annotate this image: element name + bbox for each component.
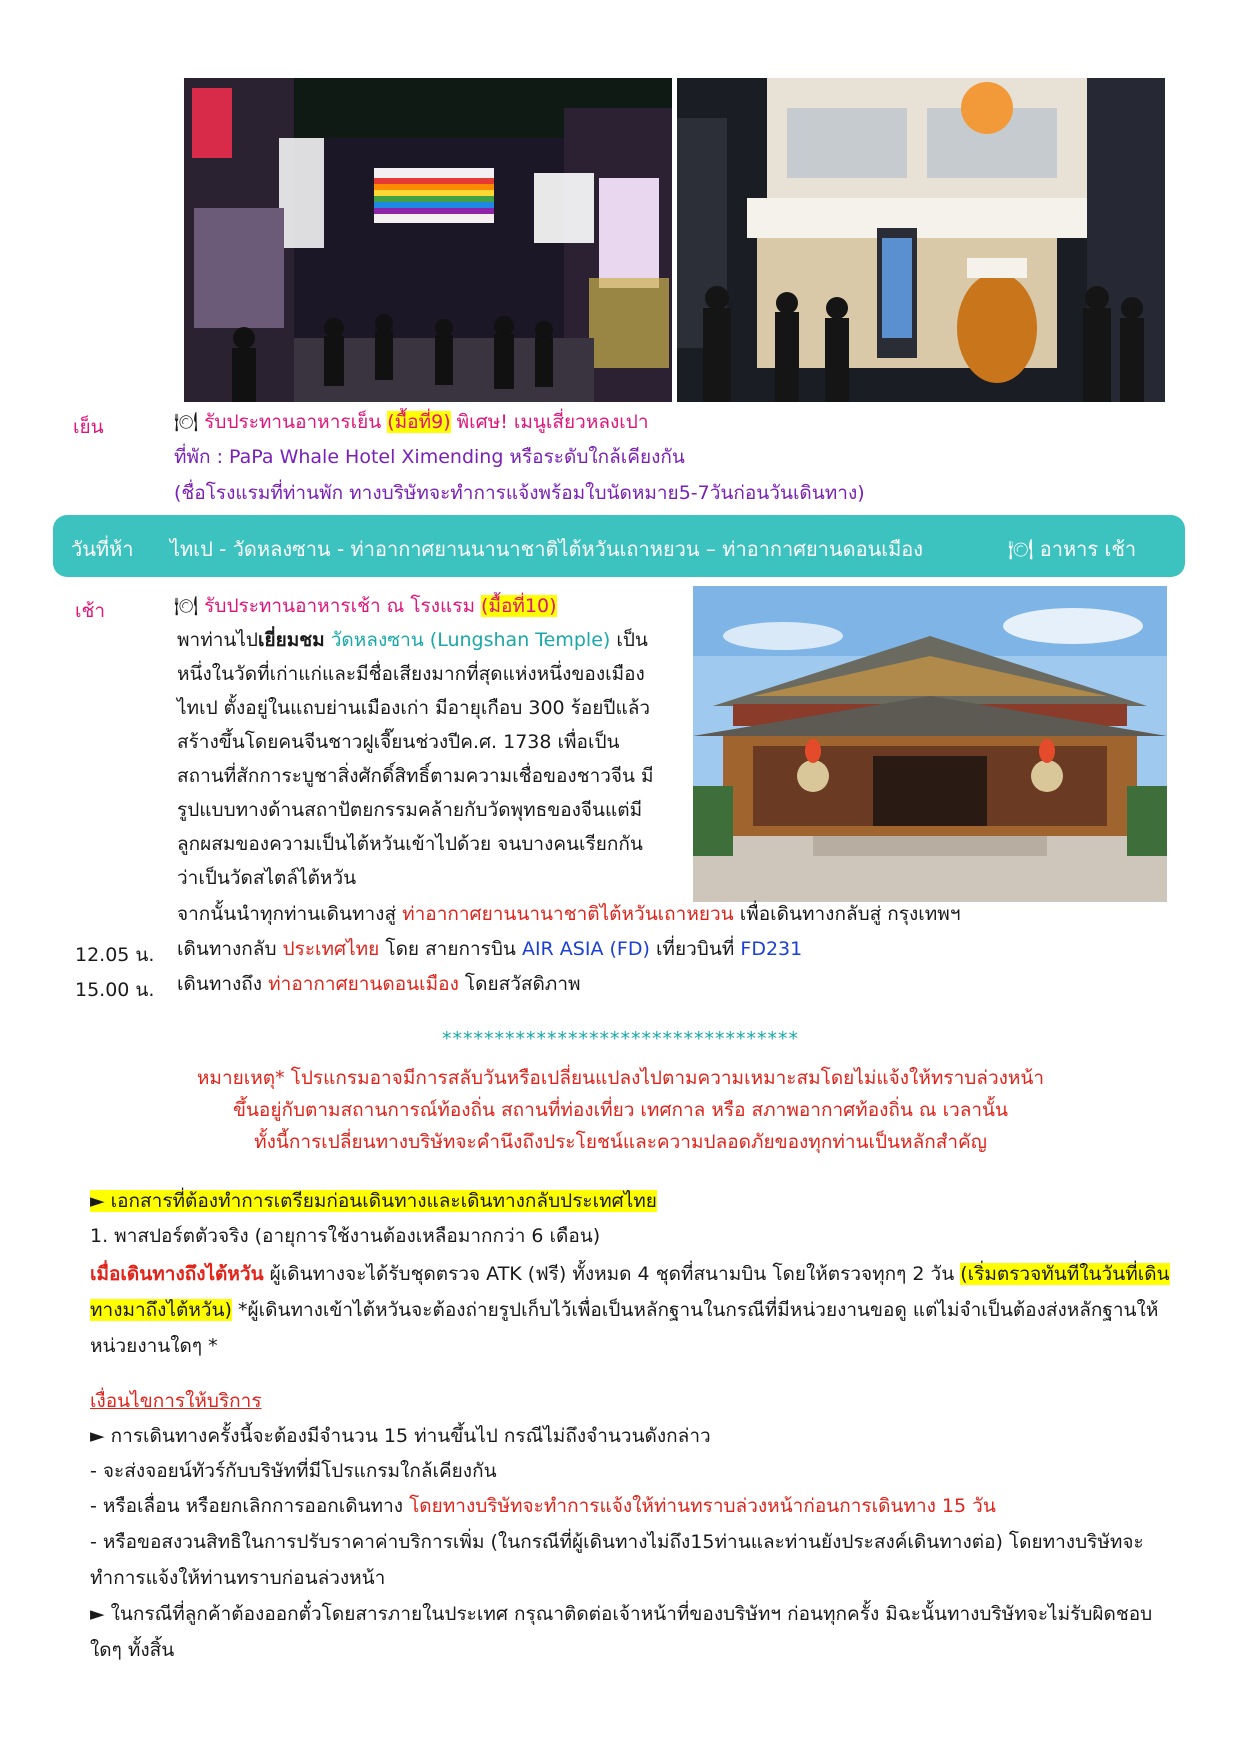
arrival-tail: *ผู้เดินทางเข้าไต้หวันจะต้องถ่ายรูปเก็บไว้เพื่อเป็นหลักฐานในกรณีที่มีหน่วยงานขอดู แต่ไม่จำเป็นต้องส่งหลักฐานให้หน่วยงานใดๆ * [90,1299,1159,1357]
remark-line: หมายเหตุ* โปรแกรมอาจมีการสลับวันหรือเปลี่ยนแปลงไปตามความเหมาะสมโดยไม่แจ้งให้ทราบล่วงหน้า [196,1067,1045,1089]
flight-text: โดยสวัสดิภาพ [464,973,581,995]
remark-line: ขึ้นอยู่กับตามสถานการณ์ท้องถิ่น สถานที่ท่องเที่ยว เทศกาล หรือ สภาพอากาศท้องถิ่น ณ เวลานั้น [232,1099,1009,1121]
flight-text: เที่ยวบินที่ [655,938,735,960]
temple-desc-line: ไทเป ตั้งอยู่ในแถบย่านเมืองเก่า มีอายุเกือบ 300 ร้อยปีแล้ว [177,697,651,719]
temple-desc-line: หนึ่งในวัดที่เก่าแก่และมีชื่อเสียงมากที่สุดแห่งหนึ่งของเมือง [177,663,645,685]
arrival-text: ผู้เดินทางจะได้รับชุดตรวจ ATK (ฟรี) ทั้งหมด 4 ชุดที่สนามบิน โดยให้ตรวจทุกๆ 2 วัน [269,1263,955,1285]
evening-meal-line [174,405,648,439]
airport-name: ท่าอากาศยานนานาชาติไต้หวันเถาหยวน [402,903,734,925]
condition-paragraph: - หรือขอสงวนสิทธิในการปรับราคาค่าบริการเพิ่ม (ในกรณีที่ผู้เดินทางไม่ถึง15ท่านและท่านยังประสงค์เดินทางต่อ) โดยทางบริษัทจะทำการแจ้งให้ท่านทราบก่อนล่วงหน้า [90,1531,1144,1589]
evening-label: เย็น [73,416,104,438]
hotel-note: (ชื่อโรงแรมที่ท่านพัก ทางบริษัทจะทำการแจ้งพร้อมใบนัดหมาย5-7วันก่อนวันเดินทาง) [174,482,865,504]
day-route: ไทเป - วัดหลงซาน - ท่าอากาศยานนานาชาติไต้หวันเถาหยวน – ท่าอากาศยานดอนเมือง [170,537,924,561]
flight-time: 15.00 น. [75,979,155,1001]
dinner-text: รับประทานอาหารเย็น [204,411,382,433]
temple-name: วัดหลงซาน (Lungshan Temple) [330,629,611,651]
temple-desc-line: รูปแบบทางด้านสถาปัตยกรรมคล้ายกับวัดพุทธของจีนแต่มี [177,799,643,821]
flight-time: 12.05 น. [75,944,155,966]
meal-icon: 🍽 [174,411,199,433]
flight-destination: ประเทศไทย [282,938,380,960]
flight-text: โดย สายการบิน [385,938,516,960]
condition-text: - หรือเลื่อน หรือยกเลิกการออกเดินทาง [90,1495,404,1517]
breakfast-text: รับประทานอาหารเช้า ณ โรงแรม [204,595,475,617]
arrival-paragraph [90,1256,1170,1364]
day-five-band [53,515,1185,577]
temple-desc-line: ลูกผสมของความเป็นไต้หวันเข้าไปด้วย จนบางคนเรียกกัน [177,833,643,855]
meal-icon: 🍽 [174,595,199,617]
docs-item-passport: 1. พาสปอร์ตตัวจริง (อายุการใช้งานต้องเหลือมากกว่า 6 เดือน) [90,1225,601,1247]
temple-desc-line: สร้างขึ้นโดยคนจีนชาวฝูเจี๊ยนช่วงปีค.ศ. 1738 เพื่อเป็น [177,731,620,753]
remark-line: ทั้งนี้การเปลี่ยนทางบริษัทจะคำนึงถึงประโยชน์และความปลอดภัยของทุกท่านเป็นหลักสำคัญ [254,1131,987,1153]
hotel-line: ที่พัก : PaPa Whale Hotel Ximending หรือระดับใกล้เคียงกัน [174,446,685,468]
bubble-tea-shop-photo [677,78,1165,402]
visit-prefix: พาท่านไป [177,629,258,651]
arrival-airport: ท่าอากาศยานดอนเมือง [268,973,459,995]
flight-row [177,932,802,966]
temple-desc-line: ว่าเป็นวัดสไตล์ไต้หวัน [177,867,357,889]
condition-line: - จะส่งจอยน์ทัวร์กับบริษัทที่มีโปรแกรมใกล้เคียงกัน [90,1460,497,1482]
temple-desc-line: สถานที่สักการะบูชาสิ่งศักดิ์สิทธิ์ตามความเชื่อของชาวจีน มี [177,765,654,787]
airport-line [177,897,960,931]
condition-paragraph: ► ในกรณีที่ลูกค้าต้องออกตั๋วโดยสารภายในประเทศ กรุณาติดต่อเจ้าหน้าที่ของบริษัทฯ ก่อนทุกครั้ง มิฉะนั้นทางบริษัทจะไม่รับผิดชอบใดๆ ทั้งสิ้น [90,1603,1153,1661]
breakfast-line [174,589,557,623]
ximending-street-photo [184,78,672,402]
flight-row [177,967,581,1001]
flight-number: FD231 [740,938,803,960]
docs-heading [90,1184,657,1218]
airline-name: AIR ASIA (FD) [521,938,650,960]
dinner-tag: (มื้อที่9) [387,411,451,433]
condition-line: ► การเดินทางครั้งนี้จะต้องมีจำนวน 15 ท่านขึ้นไป กรณีไม่ถึงจำนวนดังกล่าว [90,1425,711,1447]
visit-bold: เยี่ยมชม [258,629,325,651]
conditions-heading: เงื่อนไขการให้บริการ [90,1390,262,1412]
flight-text: เดินทางกลับ [177,938,277,960]
breakfast-tag: (มื้อที่10) [481,595,557,617]
arrival-highlight: (เริ่มตรวจทันทีในวันที่เดินทางมาถึงไต้หวัน) [90,1263,1170,1321]
airport-prefix: จากนั้นนำทุกท่านเดินทางสู่ [177,903,397,925]
arrival-bold: เมื่อเดินทางถึงไต้หวัน [90,1263,264,1285]
lungshan-temple-photo [693,586,1167,902]
visit-line [177,623,648,657]
airport-suffix: เพื่อเดินทางกลับสู่ กรุงเทพฯ [739,903,961,925]
dinner-special: พิเศษ! เมนูเสี่ยวหลงเปา [456,411,649,433]
star-divider: ********************************** [442,1028,799,1050]
morning-label: เช้า [75,600,106,622]
condition-line [90,1489,996,1523]
day-meals: 🍽 อาหาร เช้า [1008,537,1137,561]
desc-first: เป็น [616,629,648,651]
flight-text: เดินทางถึง [177,973,263,995]
condition-red-text: โดยทางบริษัทจะทำการแจ้งให้ท่านทราบล่วงหน้าก่อนการเดินทาง 15 วัน [409,1495,996,1517]
docs-heading-text: ► เอกสารที่ต้องทำการเตรียมก่อนเดินทางและเดินทางกลับประเทศไทย [90,1190,657,1212]
day-label: วันที่ห้า [71,537,134,561]
